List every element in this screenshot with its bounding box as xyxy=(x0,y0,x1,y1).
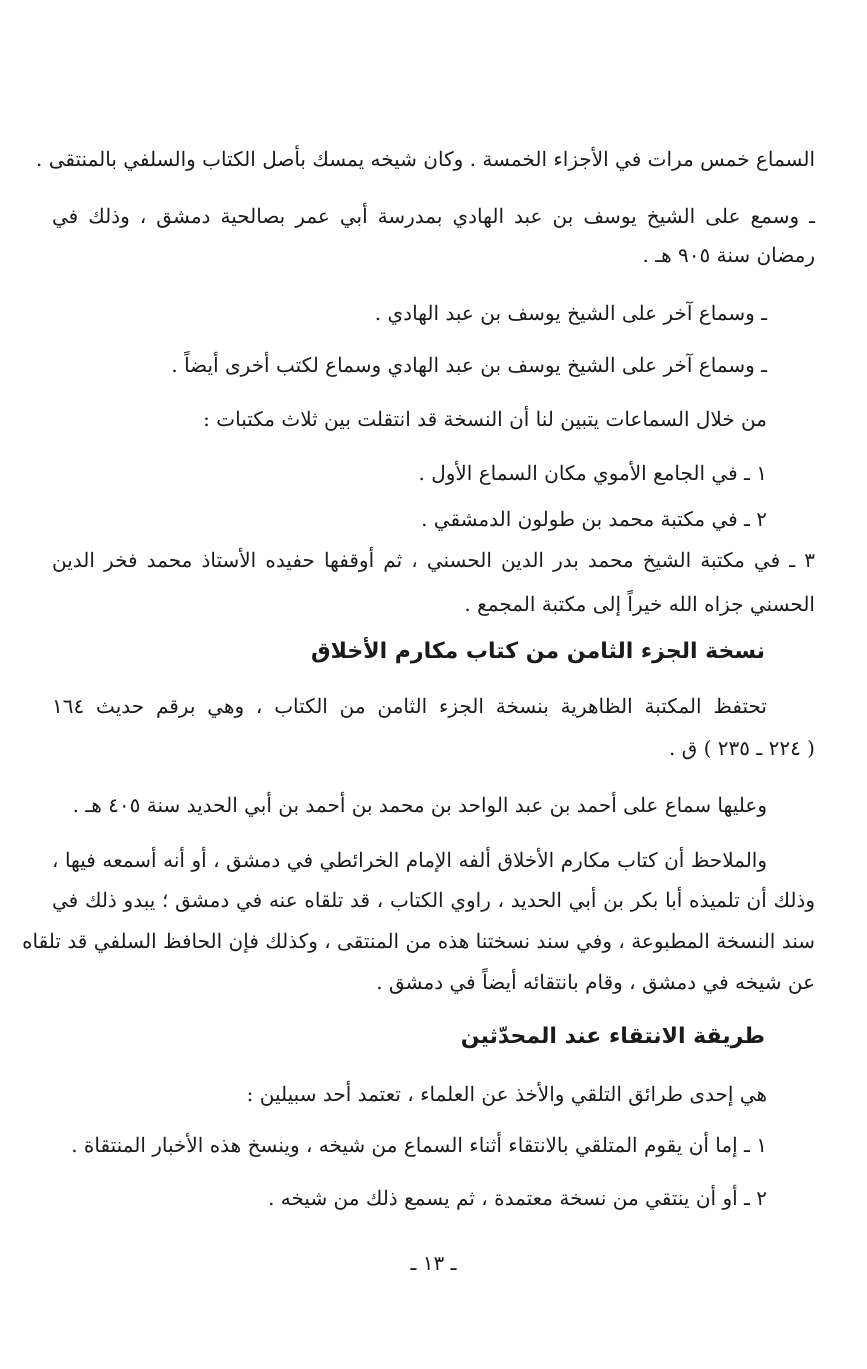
list-item: ٢ ـ أو أن ينتقي من نسخة معتمدة ، ثم يسمع ذلك من شيخه . xyxy=(268,1186,767,1210)
text-line: سند النسخة المطبوعة ، وفي سند نسختنا هذه من المنتقى ، وكذلك فإن الحافظ السلفي قد تلقاه xyxy=(22,929,815,953)
list-item: ٢ ـ في مكتبة محمد بن طولون الدمشقي . xyxy=(421,507,767,531)
text-line: هي إحدى طرائق التلقي والأخذ عن العلماء ، تعتمد أحد سبيلين : xyxy=(246,1082,767,1106)
section-heading: نسخة الجزء الثامن من كتاب مكارم الأخلاق xyxy=(310,639,765,664)
text-line: وعليها سماع على أحمد بن عبد الواحد بن محمد بن أحمد بن أبي الحديد سنة ٤٠٥ هـ . xyxy=(72,793,767,817)
section-heading: طريقة الانتقاء عند المحدّثين xyxy=(460,1024,765,1049)
text-line: رمضان سنة ٩٠٥ هـ . xyxy=(642,243,815,267)
text-line: عن شيخه في دمشق ، وقام بانتقائه أيضاً في دمشق . xyxy=(376,970,815,994)
text-line: تحتفظ المكتبة الظاهرية بنسخة الجزء الثامن من الكتاب ، وهي برقم حديث ١٦٤ xyxy=(52,694,767,718)
text-line: من خلال السماعات يتبين لنا أن النسخة قد انتقلت بين ثلاث مكتبات : xyxy=(203,407,767,431)
text-line: السماع خمس مرات في الأجزاء الخمسة . وكان شيخه يمسك بأصل الكتاب والسلفي بالمنتقى . xyxy=(36,147,815,171)
text-line: وذلك أن تلميذه أبا بكر بن أبي الحديد ، راوي الكتاب ، قد تلقاه عنه في دمشق ؛ يبدو ذلك في xyxy=(52,888,815,912)
text-line: الحسني جزاه الله خيراً إلى مكتبة المجمع . xyxy=(464,592,815,616)
text-line: ( ٢٢٤ ـ ٢٣٥ ) ق . xyxy=(669,736,815,760)
text-line: ـ وسماع آخر على الشيخ يوسف بن عبد الهادي . xyxy=(374,301,767,325)
text-line: ـ وسمع على الشيخ يوسف بن عبد الهادي بمدرسة أبي عمر بصالحية دمشق ، وذلك في xyxy=(52,204,815,228)
page-number: ـ ١٣ ـ xyxy=(410,1251,457,1275)
text-line: ـ وسماع آخر على الشيخ يوسف بن عبد الهادي وسماع لكتب أخرى أيضاً . xyxy=(171,353,767,377)
text-line: والملاحظ أن كتاب مكارم الأخلاق ألفه الإمام الخرائطي في دمشق ، أو أنه أسمعه فيها ، xyxy=(52,848,767,872)
list-item: ١ ـ في الجامع الأموي مكان السماع الأول . xyxy=(418,461,767,485)
list-item: ٣ ـ في مكتبة الشيخ محمد بدر الدين الحسني ، ثم أوقفها حفيده الأستاذ محمد فخر الدين xyxy=(52,548,815,572)
list-item: ١ ـ إما أن يقوم المتلقي بالانتقاء أثناء السماع من شيخه ، وينسخ هذه الأخبار المنتقاة . xyxy=(71,1133,767,1157)
